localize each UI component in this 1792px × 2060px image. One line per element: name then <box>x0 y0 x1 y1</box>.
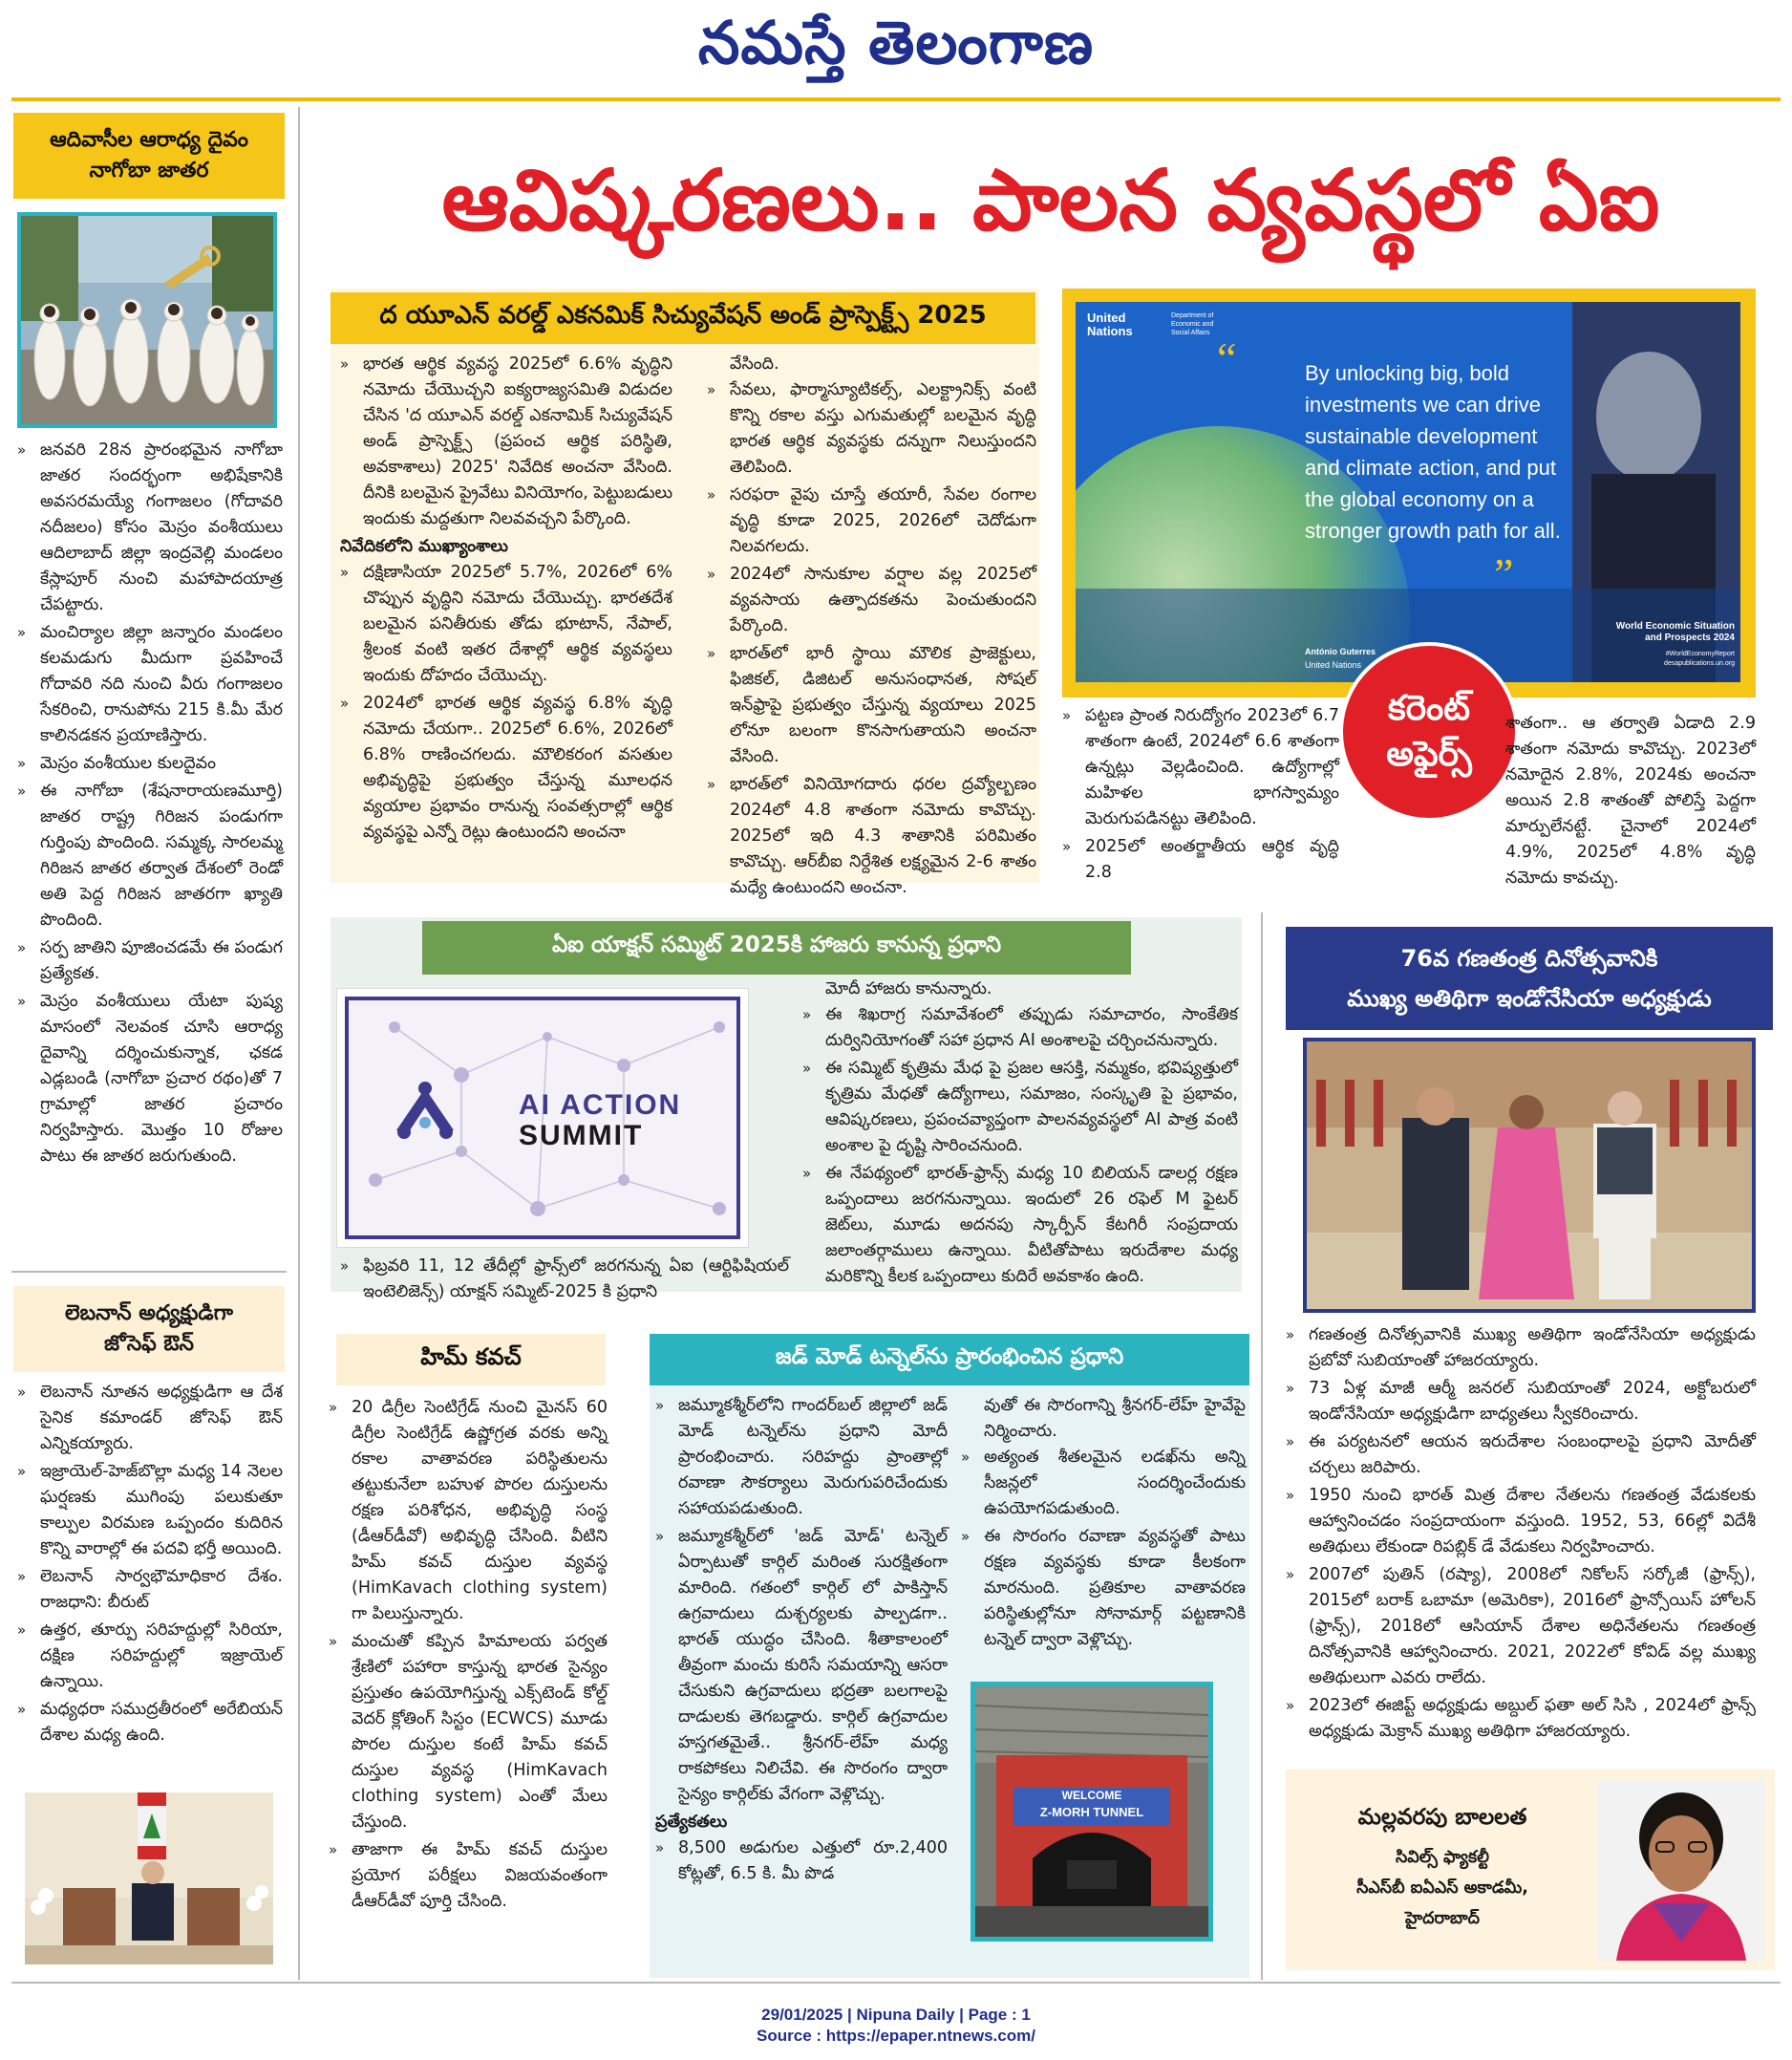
footer-line2: Source : https://epaper.ntnews.com/ <box>757 2027 1035 2045</box>
lebanon-title-box <box>13 1286 285 1372</box>
him-kavach-bullet-list <box>329 1395 608 1917</box>
list-item: » సరఫరా వైపు చూస్తే తయారీ, సేవల రంగాల వృద్ధి కూడా 2025, 2026లో చెదోడుగా నిలవగలదు. <box>707 483 1036 560</box>
bullet-arrow-icon: » <box>17 939 27 956</box>
bullet-arrow-icon: » <box>17 624 27 641</box>
masthead-rule <box>11 97 1781 101</box>
un-report-col1 <box>340 352 672 848</box>
bullet-arrow-icon: » <box>17 1621 27 1639</box>
lebanon-bullet-list <box>17 1380 283 1750</box>
author-institute: సీఎస్‌బీ ఐఏఎస్‌ అకాడమీ, <box>1356 1878 1528 1898</box>
list-item: » 2024లో సానుకూల వర్షాల వల్ల 2025లో వ్యవసాయ ఉత్పాదకతను పెంచుతుందని పేర్కొంది. <box>707 562 1036 639</box>
column-divider <box>1261 912 1263 1980</box>
un-report-heading: ద యూఎన్‌ వరల్డ్‌ ఎకనమిక్‌ సిచ్యువేషన్‌ అండ్‌ ప్రాస్పెక్ట్స్‌ 2025 <box>331 292 1035 344</box>
author-text <box>1299 1798 1586 1934</box>
list-item: » భారత్‌లో వినియోగదారు ధరల ద్రవ్యోల్బణం 2024లో 4.8 శాతంగా నమోదు కావొచ్చు. 2025లో ఇది 4.3 శాతానికి పరిమితం కావొచ్చు. ఆర్‌బీఐ నిర్దేశిత లక్ష్యమైన 2-6 శాతం మధ్యే ఉంటుందని అంచనా. <box>707 772 1036 901</box>
bullet-arrow-icon: » <box>17 755 27 772</box>
z-morh-tunnel-photo <box>971 1682 1213 1942</box>
bullet-arrow-icon: » <box>1286 1697 1295 1714</box>
tunnel-sign-line1: WELCOME <box>1061 1789 1122 1802</box>
list-item: » మధ్యధరా సముద్రతీరంలో అరేబియన్‌ దేశాల మధ్య ఉంది. <box>17 1697 283 1749</box>
bullet-arrow-icon: » <box>655 1397 665 1414</box>
list-item: » ఉత్తర, తూర్పు సరిహద్దుల్లో సిరియా, దక్షిణ సరిహద్దుల్లో ఇజ్రాయెల్‌ ఉన్నాయి. <box>17 1618 283 1695</box>
nagoba-procession-image <box>21 216 273 424</box>
list-item: » 73 ఏళ్ల మాజీ ఆర్మీ జనరల్‌ సుబియాంతో 2024, అక్టోబరులో ఇండోనేసియా అధ్యక్షుడిగా బాధ్యతలు స్వీకరించారు. <box>1286 1376 1756 1427</box>
bullet-arrow-icon: » <box>655 1839 665 1856</box>
bullet-arrow-icon: » <box>655 1528 665 1545</box>
bullet-arrow-icon: » <box>1286 1326 1295 1343</box>
list-item: » ఈ పర్యటనలో ఆయన ఇరుదేశాల సంబంధాలపై ప్రధాని మోదీతో చర్చలు జరిపారు. <box>1286 1429 1756 1481</box>
ai-summit-heading: ఏఐ యాక్షన్‌ సమ్మిట్‌ 2025కి హాజరు కానున్న ప్రధాని <box>422 921 1131 975</box>
masthead-title: నమస్తే తెలంగాణ <box>697 8 1095 77</box>
list-item: » ఇజ్రాయెల్‌-హెజ్‌బొల్లా మధ్య 14 నెలల ఘర్షణకు ముగింపు పలుకుతూ కాల్పుల విరమణ ఒప్పందం కుదిరిన కొన్ని వారాల్లో ఈ పదవి భర్తీ అయింది. <box>17 1459 283 1562</box>
bullet-arrow-icon: » <box>802 1006 812 1023</box>
republic-day-heading-box <box>1286 927 1773 1030</box>
list-item: » పట్టణ ప్రాంత నిరుద్యోగం 2023లో 6.7 శాతంగా ఉంటే, 2024లో 6.6 శాతంగా ఉన్నట్లు వెల్లడించింది. ఉద్యోగాల్లో మహిళల భాగస్వామ్యం మెరుగుపడినట్టు తెలిపింది. <box>1062 703 1339 832</box>
lebanon-title-line1: లెబనాన్‌ అధ్యక్షుడిగా <box>65 1301 233 1325</box>
badge-line2: అఫైర్స్‌ <box>1386 735 1472 774</box>
current-affairs-badge <box>1339 642 1519 822</box>
list-item: » ఈ నాగోబా (శేషనారాయణమూర్తి) జాతర రాష్ట్ర గిరిజన పండుగగా గుర్తింపు పొందింది. సమ్మక్క సారలమ్మ గిరిజన జాతర తర్వాత దేశంలో రెండో అతి పెద్ద గిరిజన జాతరగా ఖ్యాతి పొందింది. <box>17 779 283 933</box>
ai-summit-text: మోదీ హాజరు కానున్నారు. » ఈ శిఖరాగ్ర సమావేశంలో తప్పుడు సమాచారం, సాంకేతిక దుర్వినియోగంతో సహా ప్రధాన AI అంశాలపై చర్చించనున్నారు. » ఈ సమ్మిట్‌ కృత్రిమ మేధ పై ప్రజల ఆసక్తి, నమ్మకం, భవిష్యత్తులో కృత్రిమ మేధతో ఉద్యోగాలు, సమాజం, సంస్కృతి పై ప్రభావం, ఆవిష్కరణలు, ప్రపంచవ్యాప్తంగా పాలనవ్యవస్థలో AI పాత్ర వంటి అంశాల పై దృష్టి సారించనుంది. » ఈ నేపథ్యంలో భారత్‌-ఫ్రాన్స్‌ మధ్య 10 బిలియన్‌ డాలర్ల రక్షణ ఒప్పందాలు జరగనున్నాయి. ఇందులో 26 రఫెల్‌ M ఫైటర్‌ జెట్‌లు, మూడు అదనపు స్కార్పీన్‌ కేటగిరీ సంప్రదాయ జలాంతర్గాములు ఉన్నాయి. వీటితోపాటు ఇరుదేశాల మధ్య మరికొన్ని కీలక ఒప్పందాలు కుదిరే అవకాశం ఉంది. <box>802 976 1238 1292</box>
footer-line1: 29/01/2025 | Nipuna Daily | Page : 1 <box>761 2006 1031 2024</box>
bullet-arrow-icon: » <box>1062 707 1072 724</box>
bullet-arrow-icon: » <box>1286 1380 1295 1397</box>
un-report-subhead: నివేదికలోని ముఖ్యాంశాలు <box>340 537 508 556</box>
list-item: » 8,500 అడుగుల ఎత్తులో రూ.2,400 కోట్లతో, 6.5 కి. మీ పొడ <box>655 1835 948 1887</box>
un-report-col2: వేసింది. » సేవలు, ఫార్మాస్యూటికల్స్‌, ఎలక్ట్రానిక్స్‌ వంటి కొన్ని రకాల వస్తు ఎగుమతుల్లో బలమైన వృద్ధి భారత ఆర్థిక వ్యవస్థకు దన్నుగా నిలుస్తుందని తెలిపింది. » సరఫరా వైపు చూస్తే తయారీ, సేవల రంగాల వృద్ధి కూడా 2025, 2026లో చెదోడుగా నిలవగలదు. » 2024లో సానుకూల వర్షాల వల్ల 2025లో వ్యవసాయ ఉత్పాదకతను పెంచుతుందని పేర్కొంది. » భారత్‌లో భారీ స్థాయి మౌలిక ప్రాజెక్టులు, ఫిజికల్‌, డిజిటల్‌ అనుసంధానత, సోషల్‌ ఇన్‌ఫ్రాపై ప్రభుత్వం చేస్తున్న వ్యయాలు 2025 లోనూ బలంగా కొనసాగుతాయని అంచనా వేసింది. » భారత్‌లో వినియోగదారు ధరల ద్రవ్యోల్బణం 2024లో 4.8 శాతంగా నమోదు కావొచ్చు. 2025లో ఇది 4.3 శాతానికి పరిమితం కావొచ్చు. ఆర్‌బీఐ నిర్దేశిత లక్ష్యమైన 2-6 శాతం మధ్యే ఉంటుందని అంచనా. <box>707 352 1036 903</box>
nagoba-photo <box>17 212 277 428</box>
lebanon-president-photo <box>25 1792 273 1964</box>
author-name: మల్లవరపు బాలలత <box>1357 1805 1527 1830</box>
nagoba-title-line2: నాగోబా జాతర <box>89 159 209 182</box>
badge-line1: కరెంట్‌ <box>1387 689 1471 728</box>
nagoba-title-line1: ఆదివాసీల ఆరాధ్య దైవం <box>50 128 248 152</box>
page-footer <box>0 2005 1792 2047</box>
bullet-arrow-icon: » <box>961 1528 971 1545</box>
un-url: desapublications.un.org <box>1664 660 1735 667</box>
list-item: » 2025లో అంతర్జాతీయ ఆర్థిక వృద్ధి 2.8 <box>1062 834 1339 886</box>
list-item: » ఫిబ్రవరి 11, 12 తేదీల్లో ఫ్రాన్స్‌లో జరగనున్న ఏఐ (ఆర్టిఫిషియల్‌ ఇంటెలిజెన్స్‌) యాక్షన్‌ సమ్మిట్‌-2025 కి ప్రధాని <box>340 1254 789 1305</box>
list-item: » ఈ సమ్మిట్‌ కృత్రిమ మేధ పై ప్రజల ఆసక్తి, నమ్మకం, భవిష్యత్తులో కృత్రిమ మేధతో ఉద్యోగాలు, సమాజం, సంస్కృతి పై ప్రభావం, ఆవిష్కరణలు, ప్రపంచవ్యాప్తంగా పాలనవ్యవస్థలో AI పాత్ర వంటి అంశాల పై దృష్టి సారించనుంది. <box>802 1056 1238 1159</box>
him-kavach-heading: హిమ్‌ కవచ్‌ <box>336 1334 606 1385</box>
list-item: » లెబనాన్‌ సార్వభౌమాధికార దేశం. రాజధాని: బీరుట్‌ <box>17 1564 283 1616</box>
un-dept-text: Department of Economic and Social Affairs <box>1171 312 1214 336</box>
ai-summit-label-line1: AI ACTION <box>519 1089 682 1121</box>
ai-summit-label-line2: SUMMIT <box>519 1120 644 1151</box>
bullet-arrow-icon: » <box>1062 838 1072 855</box>
lebanon-president-image <box>25 1792 273 1964</box>
republic-day-photo <box>1303 1038 1756 1313</box>
z-morh-col2: వుతో ఈ సొరంగాన్ని శ్రీనగర్‌-లేహ్‌ హైవేపై నిర్మించారు. » అత్యంత శీతలమైన లడఖ్‌ను అన్ని సీజన్లలో సందర్శించేందుకు ఉపయోగపడుతుంది. » ఈ సొరంగం రవాణా వ్యవస్థతో పాటు రక్షణ వ్యవస్థకు కూడా కీలకంగా మారనుంది. ప్రతికూల వాతావరణ పరిస్థితుల్లోనూ సోనామార్గ్‌ పట్టణానికి టన్నెల్‌ ద్వారా వెళ్లొచ్చు. <box>961 1393 1246 1655</box>
bullet-arrow-icon: » <box>707 645 716 662</box>
list-item: » గణతంత్ర దినోత్సవానికి ముఖ్య అతిథిగా ఇండోనేసియా అధ్యక్షుడు ప్రబోవో సుబియాంతో హాజరయ్యారు. <box>1286 1322 1756 1374</box>
list-item: » దక్షిణాసియా 2025లో 5.7%, 2026లో 6% చొప్పున వృద్ధిని నమోదు చేయొచ్చు. భారతదేశ బలమైన పనితీరుకు తోడు భూటాన్‌, నేపాల్‌, శ్రీలంక వంటి ఇతర దేశాల్లో ఆర్థిక వ్యవస్థలు ఇందుకు దోహదం చేయొచ్చు. <box>340 560 672 689</box>
list-item: » మెస్రం వంశీయుల కులదైవం <box>17 751 283 777</box>
author-city: హైదరాబాద్‌ <box>1405 1909 1480 1928</box>
list-item: » సేవలు, ఫార్మాస్యూటికల్స్‌, ఎలక్ట్రానిక్స్‌ వంటి కొన్ని రకాల వస్తు ఎగుమతుల్లో బలమైన వృద్ధి భారత ఆర్థిక వ్యవస్థకు దన్నుగా నిలుస్తుందని తెలిపింది. <box>707 377 1036 481</box>
ai-summit-image <box>336 988 749 1248</box>
list-item: » సర్ప జాతిని పూజించడమే ఈ పండుగ ప్రత్యేకత. <box>17 935 283 987</box>
bottom-rule <box>11 1982 1781 1984</box>
z-morh-subhead: ప్రత్యేకతలు <box>655 1813 728 1832</box>
bullet-arrow-icon: » <box>17 1568 27 1585</box>
un-logo-text: United Nations <box>1087 311 1133 338</box>
bullet-arrow-icon: » <box>961 1448 971 1466</box>
republic-day-heading-line1: 76వ గణతంత్ర దినోత్సవానికి <box>1400 945 1658 972</box>
bullet-arrow-icon: » <box>329 1633 338 1650</box>
un-image <box>1076 302 1740 682</box>
main-headline: ఆవిష్కరణలు.. పాలన వ్యవస్థలో ఏఐ <box>441 151 1660 249</box>
list-item: » జమ్మూకశ్మీర్‌లోని గాందర్‌బల్‌ జిల్లాలో జడ్‌ మోడ్‌ టన్నెల్‌ను ప్రధాని మోదీ ప్రారంభించారు. సరిహద్దు ప్రాంతాల్లో రవాణా సౌకర్యాలు మెరుగుపరిచేందుకు సహాయపడుతుంది. <box>655 1393 948 1522</box>
author-designation: సివిల్స్‌ ఫ్యాకల్టీ <box>1395 1848 1489 1867</box>
un-report-col3 <box>1062 703 1339 888</box>
bullet-arrow-icon: » <box>340 564 350 581</box>
bullet-arrow-icon: » <box>329 1399 338 1416</box>
list-item: » మంచుతో కప్పిన హిమాలయ పర్వత శ్రేణిలో పహారా కాస్తున్న భారత సైన్యం ప్రస్తుతం ఉపయోగిస్తున్న ఎక్స్‌టెండ్‌ కోల్డ్‌ వెదర్‌ క్లోతింగ్‌ సిస్టం (ECWCS) మూడు పొరల దుస్తుల కంటే హిమ్‌ కవచ్‌ దుస్తుల వ్యవస్థ (HimKavach clothing system) ఎంతో మేలు చేస్తుంది. <box>329 1629 608 1835</box>
list-item: » జనవరి 28న ప్రారంభమైన నాగోబా జాతర సందర్భంగా అభిషేకానికి అవసరమయ్యే గంగాజలం (గోదావరి నదీజలం) కోసం మెస్రం వంశీయులు ఆదిలాబాద్‌ జిల్లా ఇంద్రవెల్లి మండలం కేస్లాపూర్‌ నుంచి మహాపాదయాత్ర చేపట్టారు. <box>17 438 283 618</box>
bullet-arrow-icon: » <box>329 1841 338 1858</box>
republic-day-leaders-image <box>1307 1041 1752 1309</box>
author-photo <box>1597 1779 1765 1961</box>
author-portrait-image <box>1597 1779 1765 1961</box>
un-speaker-role: United Nations <box>1305 660 1362 670</box>
bullet-arrow-icon: » <box>17 993 27 1010</box>
bullet-arrow-icon: » <box>707 566 716 583</box>
list-item: » అత్యంత శీతలమైన లడఖ్‌ను అన్ని సీజన్లలో సందర్శించేందుకు ఉపయోగపడుతుంది. <box>961 1445 1246 1522</box>
bullet-arrow-icon: » <box>1286 1433 1295 1450</box>
bullet-arrow-icon: » <box>1286 1487 1295 1504</box>
list-item: » 2024లో భారత ఆర్థిక వ్యవస్థ 6.8% వృద్ధి నమోదు చేయగా.. 2025లో 6.6%, 2026లో 6.8% రాణించగలదు. మౌలికరంగ వసతుల అభివృద్ధిపై ప్రభుత్వం చేస్తున్న మూలధన వ్యయాల ప్రభావం రానున్న సంవత్సరాల్లో ఆర్థిక వ్యవస్థపై ఎన్నో రెట్లు ఉంటుందని అంచనా <box>340 691 672 846</box>
list-item: » భారత్‌లో భారీ స్థాయి మౌలిక ప్రాజెక్టులు, ఫిజికల్‌, డిజిటల్‌ అనుసంధానత, సోషల్‌ ఇన్‌ఫ్రాపై ప్రభుత్వం చేస్తున్న వ్యయాలు 2025 లోనూ బలంగా కొనసాగుతాయని అంచనా వేసింది. <box>707 641 1036 770</box>
un-report-title: World Economic Situation and Prospects 2024 <box>1615 621 1735 643</box>
list-item: » మంచిర్యాల జిల్లా జన్నారం మండలం కలమడుగు మీదుగా ప్రవహించే గోదావరి నది నుంచి వీరు గంగాజలం సేకరించి, రానుపోను 215 కి.మీ మేర కాలినడకన ప్రయాణిస్తారు. <box>17 620 283 749</box>
bullet-arrow-icon: » <box>707 381 716 398</box>
bullet-arrow-icon: » <box>17 1701 27 1718</box>
bullet-arrow-icon: » <box>17 783 27 800</box>
ai-summit-caption <box>340 1254 789 1307</box>
bullet-arrow-icon: » <box>17 1463 27 1480</box>
list-item: » జమ్మూకశ్మీర్‌లో 'జడ్‌ మోడ్‌' టన్నెల్‌ ఏర్పాటుతో కార్గిల్‌ మరింత సురక్షితంగా మారింది. గతంలో కార్గిల్‌ లో పాకిస్తాన్‌ ఉగ్రవాదులు దుశ్చర్యలకు పాల్పడగా.. భారత్‌ యుద్ధం చేసింది. శీతాకాలంలో తీవ్రంగా మంచు కురిసే సమయాన్ని ఆసరా చేసుకుని ఉగ్రవాదులు భద్రతా బలగాలపై దాడులకు తెగబడ్డారు. కార్గిల్‌ ఉగ్రవాదుల హస్తగతమైతే.. శ్రీనగర్‌-లేహ్‌ మధ్య రాకపోకలు నిలిచేవి. ఈ సొరంగం ద్వారా సైన్యం కార్గిల్‌కు వేగంగా వెళ్లొచ్చు. <box>655 1524 948 1808</box>
tunnel-sign-line2: Z-MORH TUNNEL <box>1039 1805 1144 1819</box>
list-item: » 20 డిగ్రీల సెంటిగ్రేడ్‌ నుంచి మైనస్‌ 60 డిగ్రీల సెంటిగ్రేడ్‌ ఉష్ణోగ్రత వరకు అన్ని రకాల వాతావరణ పరిస్థితులను తట్టుకునేలా బహుళ పొరల దుస్తులను రక్షణ పరిశోధన, అభివృద్ధి సంస్థ (డీఆర్‌డీవో) అభివృద్ధి చేసింది. వీటిని హిమ్‌ కవచ్‌ దుస్తుల వ్యవస్థ (HimKavach clothing system) గా పిలుస్తున్నారు. <box>329 1395 608 1627</box>
list-item: » భారత ఆర్థిక వ్యవస్థ 2025లో 6.6% వృద్ధిని నమోదు చేయొచ్చని ఐక్యరాజ్యసమితి విడుదల చేసిన 'ద యూఎన్‌ వరల్డ్‌ ఎకనామిక్‌ సిచ్యువేషన్‌ అండ్‌ ప్రాస్పెక్ట్స్‌ (ప్రపంచ ఆర్థిక పరిస్థితి, అవకాశాలు) 2025' నివేదిక అంచనా వేసింది. దీనికి బలమైన ప్రైవేటు వినియోగం, పెట్టుబడులు ఇందుకు మద్దతుగా నిలవవచ్చని పేర్కొంది. <box>340 352 672 532</box>
list-item: » 1950 నుంచి భారత్‌ మిత్ర దేశాల నేతలను గణతంత్ర వేడుకలకు ఆహ్వానించడం సంప్రదాయంగా వస్తుంది. 1952, 53, 66ల్లో విదేశీ అతిథులు లేకుండా రిపబ్లిక్‌ డే వేడుకలు నిర్వహించారు. <box>1286 1483 1756 1560</box>
bullet-arrow-icon: » <box>340 695 350 712</box>
list-item: » లెబనాన్‌ నూతన అధ్యక్షుడిగా ఆ దేశ సైనిక కమాండర్‌ జోసెఫ్‌ ఔన్‌ ఎన్నికయ్యారు. <box>17 1380 283 1457</box>
list-item: » తాజాగా ఈ హిమ్‌ కవచ్‌ దుస్తుల ప్రయోగ పరీక్షలు విజయవంతంగా డీఆర్‌డీవో పూర్తి చేసింది. <box>329 1837 608 1915</box>
republic-day-bullet-list <box>1286 1322 1756 1747</box>
list-item: » ఈ నేపథ్యంలో భారత్‌-ఫ్రాన్స్‌ మధ్య 10 బిలియన్‌ డాలర్ల రక్షణ ఒప్పందాలు జరగనున్నాయి. ఇందులో 26 రఫెల్‌ M ఫైటర్‌ జెట్‌లు, మూడు అదనపు స్కార్పీన్‌ కేటగిరీ సంప్రదాయ జలాంతర్గాములు ఉన్నాయి. వీటితోపాటు ఇరుదేశాల మధ్య మరికొన్ని కీలక ఒప్పందాలు కుదిరే అవకాశం ఉంది. <box>802 1161 1238 1290</box>
list-item: » 2023లో ఈజిప్ట్‌ అధ్యక్షుడు అబ్దుల్‌ ఫతా అల్‌ సిసి , 2024లో ఫ్రాన్స్‌ అధ్యక్షుడు మెక్రాన్‌ ముఖ్య అతిథిగా హాజరయ్యారు. <box>1286 1693 1756 1745</box>
list-item: » 2007లో పుతిన్‌ (రష్యా), 2008లో నికోలస్‌ సర్కోజీ (ఫ్రాన్స్‌), 2015లో బరాక్‌ ఒబామా (అమెరికా), 2016లో ఫ్రాన్సోయిస్‌ హోలన్‌ (ఫ్రాన్స్‌), 2018లో ఆసియాన్‌ దేశాల అధినేతలను గణతంత్ర దినోత్సవానికి ఆహ్వానించారు. 2021, 2022లో కోవిడ్‌ వల్ల ముఖ్య అతిథులుగా ఎవరు రాలేదు. <box>1286 1562 1756 1691</box>
bullet-arrow-icon: » <box>707 486 716 504</box>
nagoba-bullet-list <box>17 438 283 1171</box>
bullet-arrow-icon: » <box>802 1060 812 1077</box>
close-quote-icon: ” <box>1494 549 1514 598</box>
bullet-arrow-icon: » <box>17 1384 27 1401</box>
un-hashtag: #WorldEconomyReport <box>1665 651 1735 657</box>
bullet-arrow-icon: » <box>340 1257 350 1275</box>
bullet-arrow-icon: » <box>340 355 350 373</box>
bullet-arrow-icon: » <box>17 441 27 459</box>
un-report-col4: శాతంగా.. ఆ తర్వాతి ఏడాది 2.9 శాతంగా నమోదు కావొచ్చు. 2023లో నమోదైన 2.8%, 2024కు అంచనా అయిన 2.8 శాతంతో పోలిస్తే పెద్దగా మార్పులేనట్టే. చైనాలో 2024లో 4.9%, 2025లో 4.8% వృద్ధి నమోదు కావచ్చు. <box>1505 714 1756 888</box>
z-morh-heading: జడ్‌ మోడ్‌ టన్నెల్‌ను ప్రారంభించిన ప్రధాని <box>650 1334 1249 1385</box>
list-item: » ఈ సొరంగం రవాణా వ్యవస్థతో పాటు రక్షణ వ్యవస్థకు కూడా కీలకంగా మారనుంది. ప్రతికూల వాతావరణ పరిస్థితుల్లోనూ సోనామార్గ్‌ పట్టణానికి టన్నెల్‌ ద్వారా వెళ్లొచ్చు. <box>961 1524 1246 1653</box>
bullet-arrow-icon: » <box>707 776 716 793</box>
open-quote-icon: “ <box>1217 333 1237 382</box>
bullet-arrow-icon: » <box>1286 1566 1295 1583</box>
column-divider <box>298 107 300 1980</box>
un-speaker-name: António Guterres <box>1305 647 1376 656</box>
list-item: » ఈ శిఖరాగ్ర సమావేశంలో తప్పుడు సమాచారం, సాంకేతిక దుర్వినియోగంతో సహా ప్రధాన AI అంశాలపై చర్చించనున్నారు. <box>802 1002 1238 1054</box>
republic-day-heading-line2: ముఖ్య అతిథిగా ఇండోనేసియా అధ్యక్షుడు <box>1347 985 1712 1012</box>
section-divider <box>11 1271 287 1273</box>
masthead <box>0 0 1792 96</box>
un-quote-text: By unlocking big, bold investments we can drive sustainable development and climate action, and put the global economy on a stronger growth path for all. <box>1305 361 1561 543</box>
lebanon-title-line2: జోసెఫ్‌ ఔన్‌ <box>104 1332 194 1356</box>
list-item: » మెస్రం వంశీయులు యేటా పుష్య మాసంలో నెలవంక చూసి ఆరాధ్య దైవాన్ని దర్శించుకున్నాక, ఛకడ ఎడ్లబండి (నాగోబా ప్రచార రథం)తో 7 గ్రామాల్లో జాతర ప్రచారం నిర్వహిస్తారు. మొత్తం 10 రోజుల పాటు ఈ జాతర జరుగుతుంది. <box>17 989 283 1169</box>
nagoba-title-box <box>13 113 285 199</box>
bullet-arrow-icon: » <box>802 1165 812 1182</box>
z-morh-col1 <box>655 1393 948 1889</box>
